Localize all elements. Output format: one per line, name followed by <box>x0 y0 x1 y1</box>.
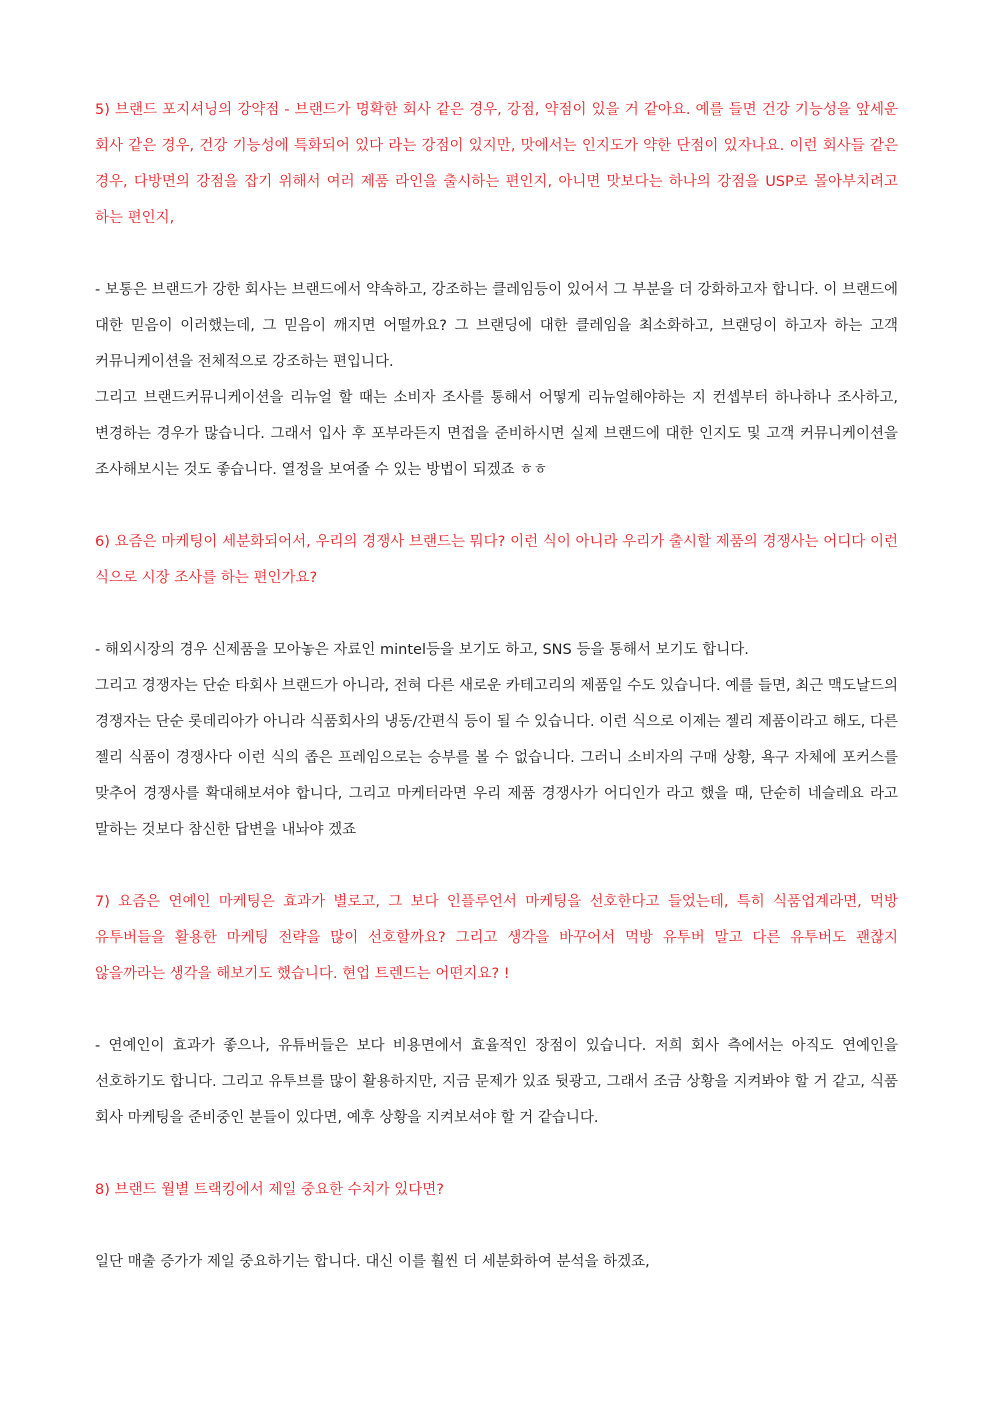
answer-5-part-1: - 보통은 브랜드가 강한 회사는 브랜드에서 약속하고, 강조하는 클레임등이 있어서 그 부분을 더 강화하고자 합니다. 이 브랜드에 대한 믿음이 이러했는데, 그 믿음이 깨지면 어떨까요? 그 브랜딩에 대한 클레임을 최소화하고, 브랜딩이 하고자 하는 고객 커뮤니케이션을 전체적으로 강조하는 편입니다. <box>95 282 898 370</box>
answer-6-part-1: - 해외시장의 경우 신제품을 모아놓은 자료인 mintel등을 보기도 하고, SNS 등을 통해서 보기도 합니다. <box>95 642 749 658</box>
question-5: 5) 브랜드 포지셔닝의 강약점 - 브랜드가 명확한 회사 같은 경우, 강점, 약점이 있을 거 같아요. 예를 들면 건강 기능성을 앞세운 회사 같은 경우, 건강 기능성에 특화되어 있다 라는 강점이 있지만, 맛에서는 인지도가 약한 단점이 있자나요. 이런 회사들 같은 경우, 다방면의 강점을 잡기 위해서 여러 제품 라인을 출시하는 편인지, 아니면 맛보다는 하나의 강점을 USP로 몰아부치려고 하는 편인지, <box>95 102 898 226</box>
question-8: 8) 브랜드 월별 트랙킹에서 제일 중요한 수치가 있다면? <box>95 1182 444 1198</box>
document-page <box>95 92 898 1280</box>
answer-7: - 연예인이 효과가 좋으나, 유튜버들은 보다 비용면에서 효율적인 장점이 있습니다. 저희 회사 측에서는 아직도 연예인을 선호하기도 합니다. 그리고 유투브를 많이 활용하지만, 지금 문제가 있죠 뒷광고, 그래서 조금 상황을 지켜봐야 할 거 같고, 식품 회사 마케팅을 준비중인 분들이 있다면, 예후 상황을 지켜보셔야 할 거 같습니다. <box>95 1038 898 1126</box>
answer-5-part-2: 그리고 브랜드커뮤니케이션을 리뉴얼 할 때는 소비자 조사를 통해서 어떻게 리뉴얼해야하는 지 컨셉부터 하나하나 조사하고, 변경하는 경우가 많습니다. 그래서 입사 후 포부라든지 면접을 준비하시면 실제 브랜드에 대한 인지도 및 고객 커뮤니케이션을 조사해보시는 것도 좋습니다. 열정을 보여줄 수 있는 방법이 되겠죠 ㅎㅎ <box>95 390 898 478</box>
question-6: 6) 요즘은 마케팅이 세분화되어서, 우리의 경쟁사 브랜드는 뭐다? 이런 식이 아니라 우리가 출시할 제품의 경쟁사는 어디다 이런 식으로 시장 조사를 하는 편인가요? <box>95 534 898 586</box>
question-7: 7) 요즘은 연예인 마케팅은 효과가 별로고, 그 보다 인플루언서 마케팅을 선호한다고 들었는데, 특히 식품업계라면, 먹방 유투버들을 활용한 마케팅 전략을 많이 선호할까요? 그리고 생각을 바꾸어서 먹방 유투버 말고 다른 유투버도 괜찮지 않을까라는 생각을 해보기도 했습니다. 현업 트렌드는 어떤지요? ! <box>95 894 898 982</box>
answer-8: 일단 매출 증가가 제일 중요하기는 합니다. 대신 이를 훨씬 더 세분화하여 분석을 하겠죠, <box>95 1254 650 1270</box>
answer-6-part-2: 그리고 경쟁자는 단순 타회사 브랜드가 아니라, 전혀 다른 새로운 카테고리의 제품일 수도 있습니다. 예를 들면, 최근 맥도날드의 경쟁자는 단순 롯데리아가 아니라 식품회사의 냉동/간편식 등이 될 수 있습니다. 이런 식으로 이제는 젤리 제품이라고 해도, 다른 젤리 식품이 경쟁사다 이런 식의 좁은 프레임으로는 승부를 볼 수 없습니다. 그러니 소비자의 구매 상황, 욕구 자체에 포커스를 맞추어 경쟁사를 확대해보셔야 합니다, 그리고 마케터라면 우리 제품 경쟁사가 어디인가 라고 했을 때, 단순히 네슬레요 라고 말하는 것보다 참신한 답변을 내놔야 겠죠 <box>95 678 898 838</box>
